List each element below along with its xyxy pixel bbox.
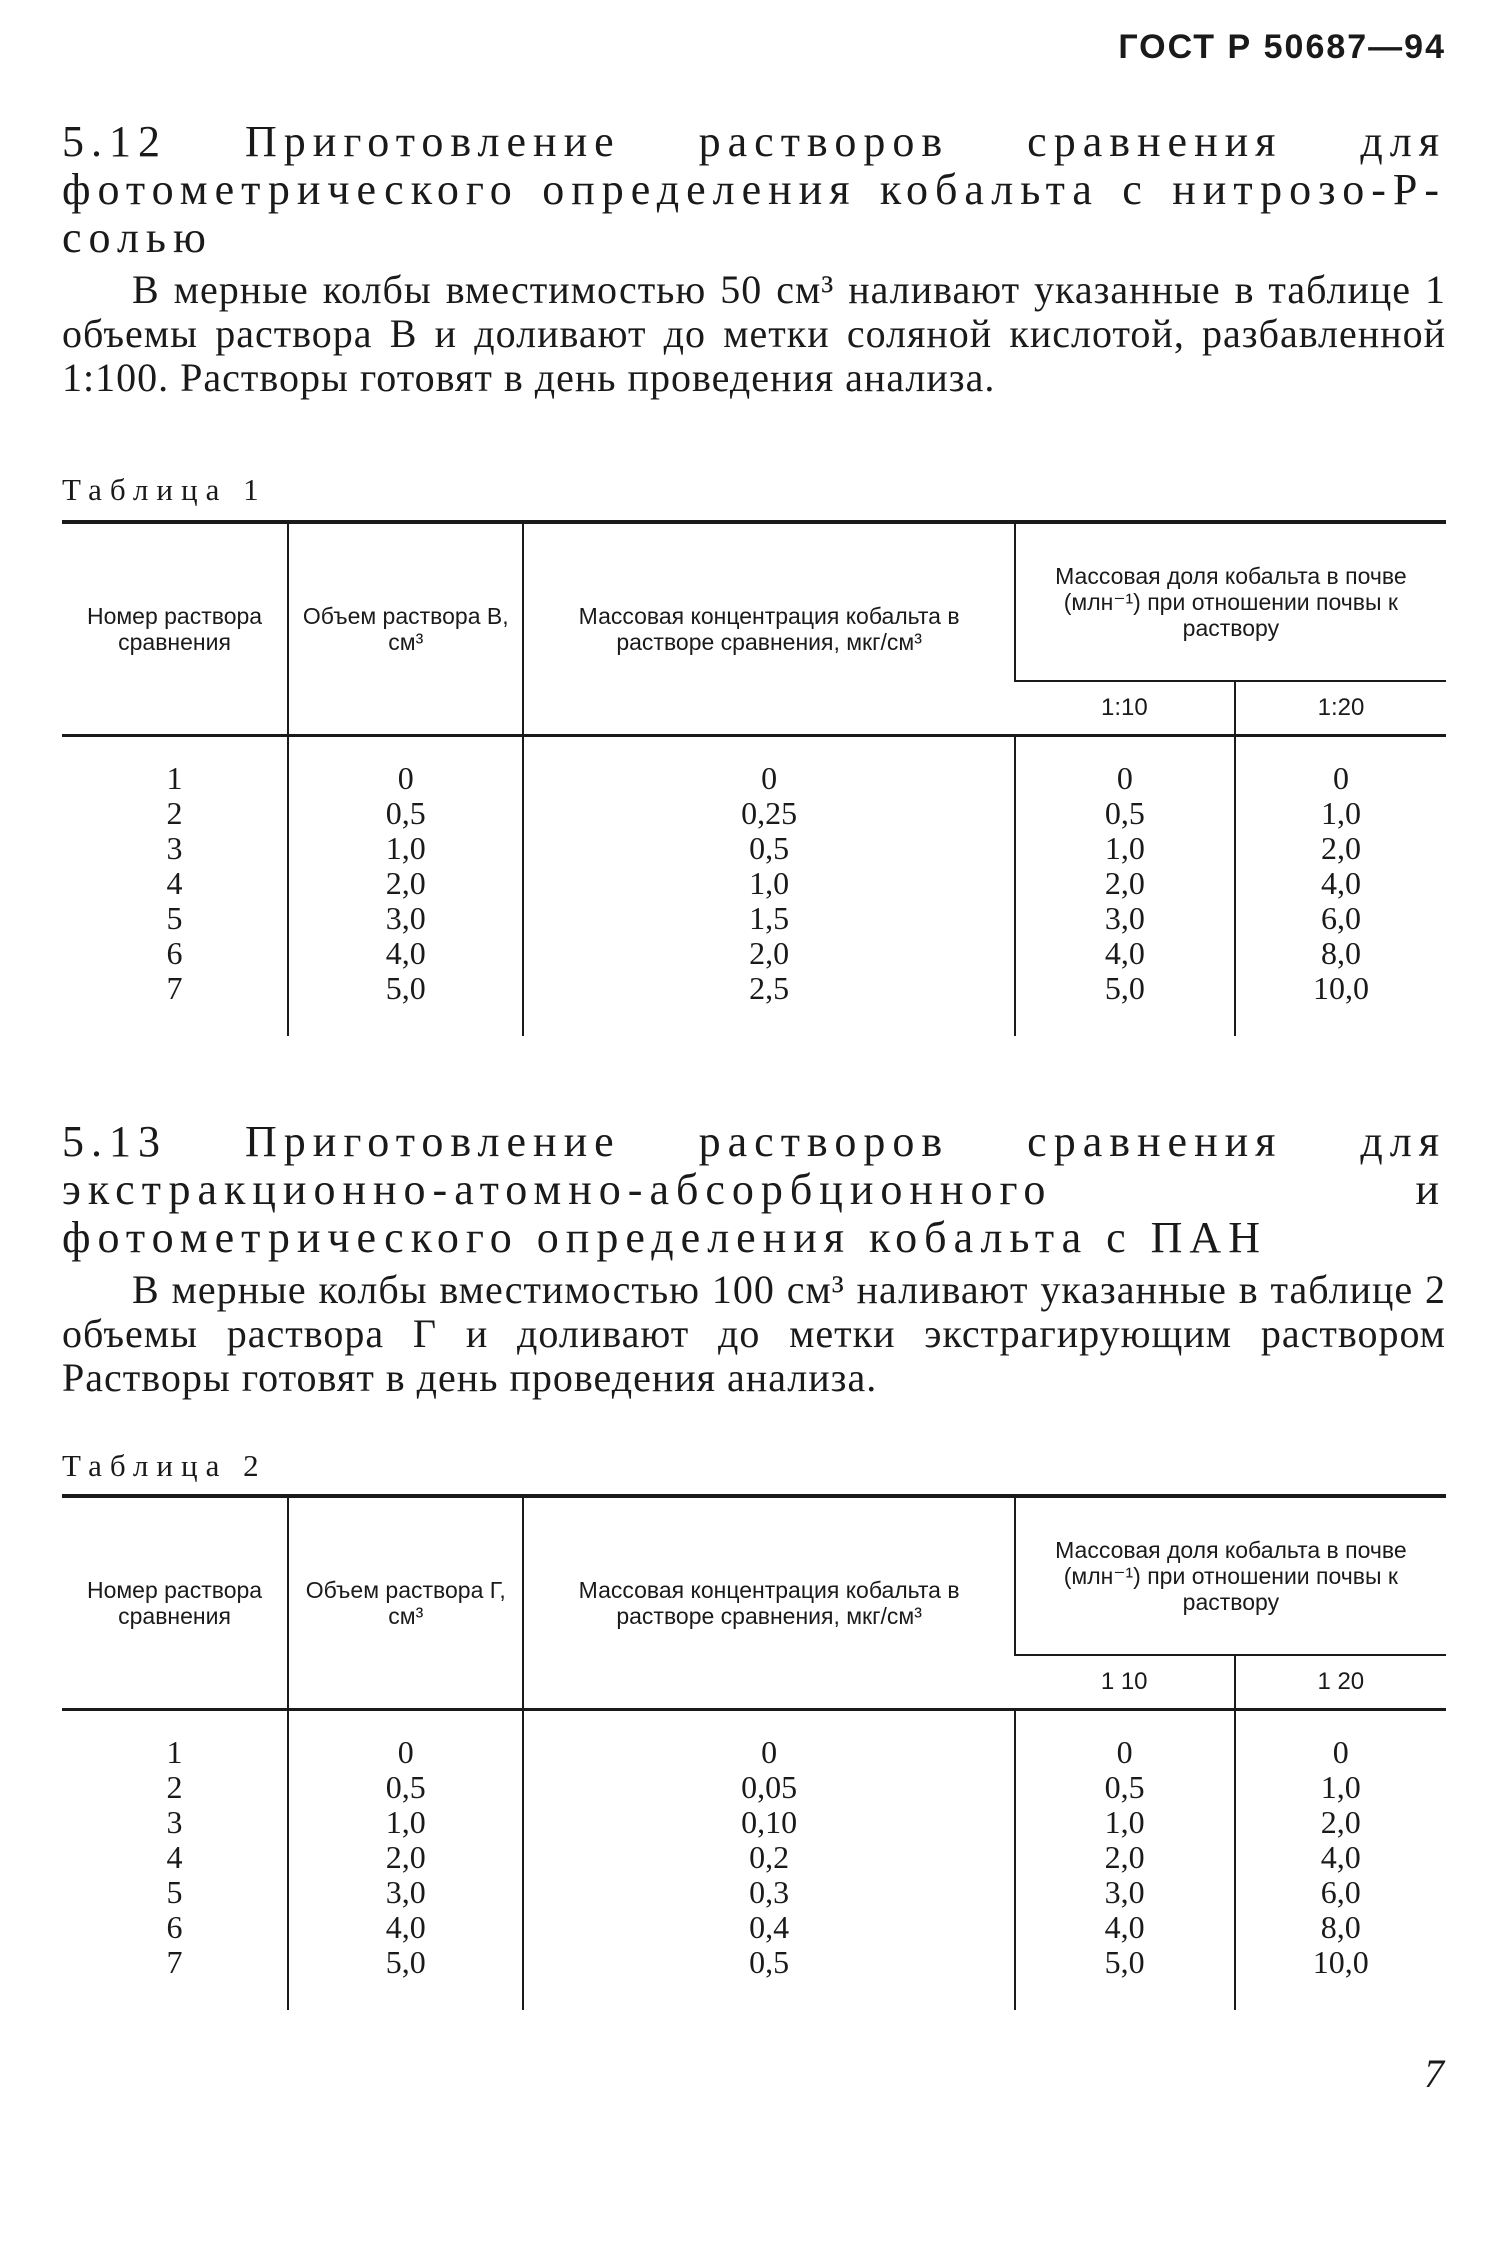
cell-ratio-1-10: 4,0: [1015, 936, 1235, 971]
section-5-12: [62, 118, 1446, 400]
cell-number: 7: [166, 1944, 183, 1980]
table-row: [62, 1710, 1446, 1771]
cell-volume: 0: [288, 736, 523, 797]
section-title: 5.13 Приготовление растворов сравнения для экстракционно-атомно-абсорбционного и фотометрического определения кобальта с ПАН: [62, 1117, 1446, 1262]
cell-ratio-1-10: 4,0: [1015, 1910, 1235, 1945]
table-row: [62, 1875, 1446, 1910]
cell-volume: 0,5: [288, 1770, 523, 1805]
cell-number: 4: [166, 865, 183, 901]
column-header-mass-fraction: Массовая доля кобальта в почве (млн⁻¹) при отношении почвы к раствору: [1015, 522, 1446, 681]
table-body: [62, 736, 1446, 1037]
cell-number: 2: [166, 1769, 183, 1805]
table-row: [62, 796, 1446, 831]
cell-volume: 1,0: [288, 1805, 523, 1840]
cell-volume: 2,0: [288, 1840, 523, 1875]
table-row: [62, 1805, 1446, 1840]
cell-number: 7: [166, 970, 183, 1006]
cell-concentration: 0,2: [523, 1840, 1014, 1875]
cell-ratio-1-20: 10,0: [1235, 971, 1446, 1036]
column-header-concentration: Массовая концентрация кобальта в растворе сравнения, мкг/см³: [523, 1496, 1014, 1710]
table-2: [62, 1494, 1446, 2010]
column-header-mass-fraction: Массовая доля кобальта в почве (млн⁻¹) при отношении почвы к раствору: [1015, 1496, 1446, 1655]
cell-volume: 3,0: [288, 901, 523, 936]
cell-number: 3: [166, 830, 183, 866]
cell-concentration: 0,10: [523, 1805, 1014, 1840]
column-header-ratio-1-20: 1 20: [1235, 1655, 1446, 1710]
cell-ratio-1-20: 4,0: [1235, 866, 1446, 901]
table-caption: Таблица 1: [62, 472, 267, 507]
cell-concentration: 0,05: [523, 1770, 1014, 1805]
cell-ratio-1-20: 0: [1235, 1710, 1446, 1771]
cell-number: 3: [166, 1804, 183, 1840]
cell-ratio-1-10: 3,0: [1015, 1875, 1235, 1910]
cell-ratio-1-10: 2,0: [1015, 866, 1235, 901]
column-header-volume: Объем раствора В, см³: [288, 522, 523, 736]
cell-number: 6: [166, 1909, 183, 1945]
cell-concentration: 0,4: [523, 1910, 1014, 1945]
table-row: [62, 901, 1446, 936]
column-header-ratio-1-10: 1 10: [1015, 1655, 1235, 1710]
cell-concentration: 1,5: [523, 901, 1014, 936]
table-row: [62, 1840, 1446, 1875]
cell-ratio-1-20: 0: [1235, 736, 1446, 797]
cell-ratio-1-10: 5,0: [1015, 971, 1235, 1036]
cell-concentration: 1,0: [523, 866, 1014, 901]
table-row: [62, 831, 1446, 866]
table-1: [62, 520, 1446, 1036]
cell-volume: 5,0: [288, 1945, 523, 2010]
cell-ratio-1-20: 8,0: [1235, 1910, 1446, 1945]
cell-ratio-1-10: 3,0: [1015, 901, 1235, 936]
cell-ratio-1-20: 4,0: [1235, 1840, 1446, 1875]
table-caption: Таблица 2: [62, 1448, 267, 1483]
cell-concentration: 2,0: [523, 936, 1014, 971]
table-row: [62, 936, 1446, 971]
section-paragraph: В мерные колбы вместимостью 100 см³ наливают указанные в таблице 2 объемы раствора Г и доливают до метки экстрагирующим раствором Растворы готовят в день проведения анализа.: [62, 1267, 1446, 1400]
cell-ratio-1-20: 2,0: [1235, 831, 1446, 866]
cell-volume: 2,0: [288, 866, 523, 901]
cell-ratio-1-20: 6,0: [1235, 1875, 1446, 1910]
cell-number: 6: [166, 935, 183, 971]
cell-concentration: 2,5: [523, 971, 1014, 1036]
cell-ratio-1-20: 1,0: [1235, 796, 1446, 831]
cell-concentration: 0,25: [523, 796, 1014, 831]
cell-ratio-1-10: 0: [1015, 1710, 1235, 1771]
cell-ratio-1-10: 2,0: [1015, 1840, 1235, 1875]
cell-concentration: 0: [523, 1710, 1014, 1771]
cell-ratio-1-20: 8,0: [1235, 936, 1446, 971]
table-row: [62, 971, 1446, 1036]
cell-volume: 1,0: [288, 831, 523, 866]
column-header-number: Номер раствора сравнения: [62, 1496, 288, 1710]
column-header-ratio-1-20: 1:20: [1235, 681, 1446, 736]
cell-ratio-1-10: 5,0: [1015, 1945, 1235, 2010]
column-header-ratio-1-10: 1:10: [1015, 681, 1235, 736]
cell-volume: 0: [288, 1710, 523, 1771]
cell-number: 5: [166, 1874, 183, 1910]
table-row: [62, 1770, 1446, 1805]
column-header-concentration: Массовая концентрация кобальта в растворе сравнения, мкг/см³: [523, 522, 1014, 736]
cell-number: 1: [166, 1734, 183, 1770]
cell-ratio-1-20: 10,0: [1235, 1945, 1446, 2010]
cell-concentration: 0,5: [523, 831, 1014, 866]
cell-ratio-1-20: 2,0: [1235, 1805, 1446, 1840]
cell-number: 2: [166, 795, 183, 831]
cell-number: 4: [166, 1839, 183, 1875]
table-row: [62, 1910, 1446, 1945]
table-row: [62, 866, 1446, 901]
page-number: 7: [1424, 2051, 1444, 2096]
cell-volume: 0,5: [288, 796, 523, 831]
cell-concentration: 0,5: [523, 1945, 1014, 2010]
cell-ratio-1-10: 1,0: [1015, 1805, 1235, 1840]
cell-number: 5: [166, 900, 183, 936]
cell-ratio-1-10: 0,5: [1015, 1770, 1235, 1805]
cell-ratio-1-20: 1,0: [1235, 1770, 1446, 1805]
cell-ratio-1-10: 0,5: [1015, 796, 1235, 831]
table-body: [62, 1710, 1446, 2011]
table-row: [62, 736, 1446, 797]
table-row: [62, 1945, 1446, 2010]
column-header-volume: Объем раствора Г, см³: [288, 1496, 523, 1710]
cell-volume: 4,0: [288, 936, 523, 971]
cell-concentration: 0,3: [523, 1875, 1014, 1910]
cell-ratio-1-10: 1,0: [1015, 831, 1235, 866]
cell-volume: 4,0: [288, 1910, 523, 1945]
cell-number: 1: [166, 760, 183, 796]
section-title: 5.12 Приготовление растворов сравнения для фотометрического определения кобальта с нитрозо-Р-солью: [62, 117, 1446, 262]
document-header: ГОСТ Р 50687—94: [1118, 28, 1446, 66]
section-paragraph: В мерные колбы вместимостью 50 см³ наливают указанные в таблице 1 объемы раствора В и доливают до метки соляной кислотой, разбавленной 1:100. Растворы готовят в день проведения анализа.: [62, 267, 1446, 400]
cell-ratio-1-10: 0: [1015, 736, 1235, 797]
cell-volume: 3,0: [288, 1875, 523, 1910]
cell-volume: 5,0: [288, 971, 523, 1036]
column-header-number: Номер раствора сравнения: [62, 522, 288, 736]
section-5-13: [62, 1118, 1446, 1400]
cell-concentration: 0: [523, 736, 1014, 797]
cell-ratio-1-20: 6,0: [1235, 901, 1446, 936]
